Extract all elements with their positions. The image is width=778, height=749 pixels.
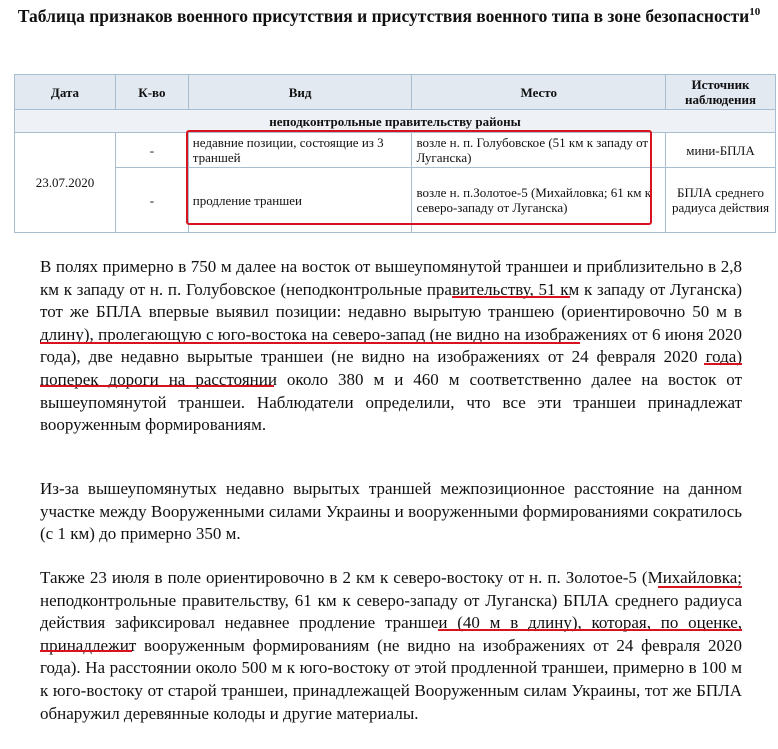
- paragraph: Из-за вышеупомянутых недавно вырытых траншей межпозиционное расстояние на данном участке между Вооруженными силами Украины и вооруженными формированиями сократилось (с 1 км) до примерно 350 м.: [40, 479, 742, 544]
- cell-source: БПЛА среднего радиуса действия: [666, 168, 776, 233]
- table-header-row: [15, 75, 776, 110]
- header-date: Дата: [15, 75, 116, 110]
- header-type: Вид: [188, 75, 412, 110]
- red-underline: [704, 363, 742, 365]
- cell-count: -: [115, 133, 188, 168]
- cell-type: недавние позиции, состоящие из 3 траншей: [188, 133, 412, 168]
- paragraph: В полях примерно в 750 м далее на восток от вышеупомянутой траншеи и приблизительно в 2,8 км к западу от н. п. Голубовское (неподконтрольные правительству, 51 км к западу от Луганска) тот же БПЛА впервые выявил позиции: недавно вырытую траншею (ориентировочно 50 м в длину), пролегающую с юго-востока на северо-запад (не видно на изображениях от 6 июня 2020 года), две недавно вырытые траншеи (не видно на изображениях от 24 февраля 2020 года) поперек дороги на расстоянии около 380 м и 460 м соответственно далее на восток от вышеупомянутой траншеи. Наблюдатели определили, что все эти траншеи принадлежат вооруженным формированиям.: [40, 257, 742, 435]
- footnote-ref: 10: [749, 6, 761, 19]
- red-underline: [438, 629, 742, 631]
- header-count: К-во: [115, 75, 188, 110]
- title-text: Таблица признаков военного присутствия и присутствия военного типа в зоне безопасности: [17, 6, 750, 26]
- cell-place: возле н. п. Голубовское (51 км к западу от Луганска): [412, 133, 666, 168]
- cell-date: 23.07.2020: [15, 133, 116, 233]
- red-underline: [452, 296, 570, 298]
- cell-source: мини-БПЛА: [666, 133, 776, 168]
- red-underline: [40, 342, 580, 344]
- page-title: [0, 6, 778, 27]
- red-highlight-box: [186, 130, 652, 225]
- red-underline: [658, 586, 742, 588]
- paragraph: Также 23 июля в поле ориентировочно в 2 км к северо-востоку от н. п. Золотое-5 (Михайловка; неподконтрольные правительству, 61 км к северо-западу от Луганска) БПЛА среднего радиуса действия зафиксировал недавнее продление траншеи (40 м в длину), которая, по оценке, принадлежит вооруженным формированиям (не видно на изображениях от 24 февраля 2020 года). На расстоянии около 500 м к юго-востоку от этой продленной траншеи, примерно в 100 м к юго-востоку от старой траншеи, принадлежащей Вооруженным силам Украины, тот же БПЛА обнаружил деревянные колоды и другие материалы.: [40, 568, 742, 723]
- header-place: Место: [412, 75, 666, 110]
- cell-place: возле н. п.Золотое-5 (Михайловка; 61 км к северо-западу от Луганска): [412, 168, 666, 233]
- section-label: неподконтрольные правительству районы: [15, 110, 776, 133]
- cell-count: -: [115, 168, 188, 233]
- red-underline: [40, 385, 274, 387]
- red-underline: [40, 650, 132, 652]
- cell-type: продление траншеи: [188, 168, 412, 233]
- header-source: Источник наблюдения: [666, 75, 776, 110]
